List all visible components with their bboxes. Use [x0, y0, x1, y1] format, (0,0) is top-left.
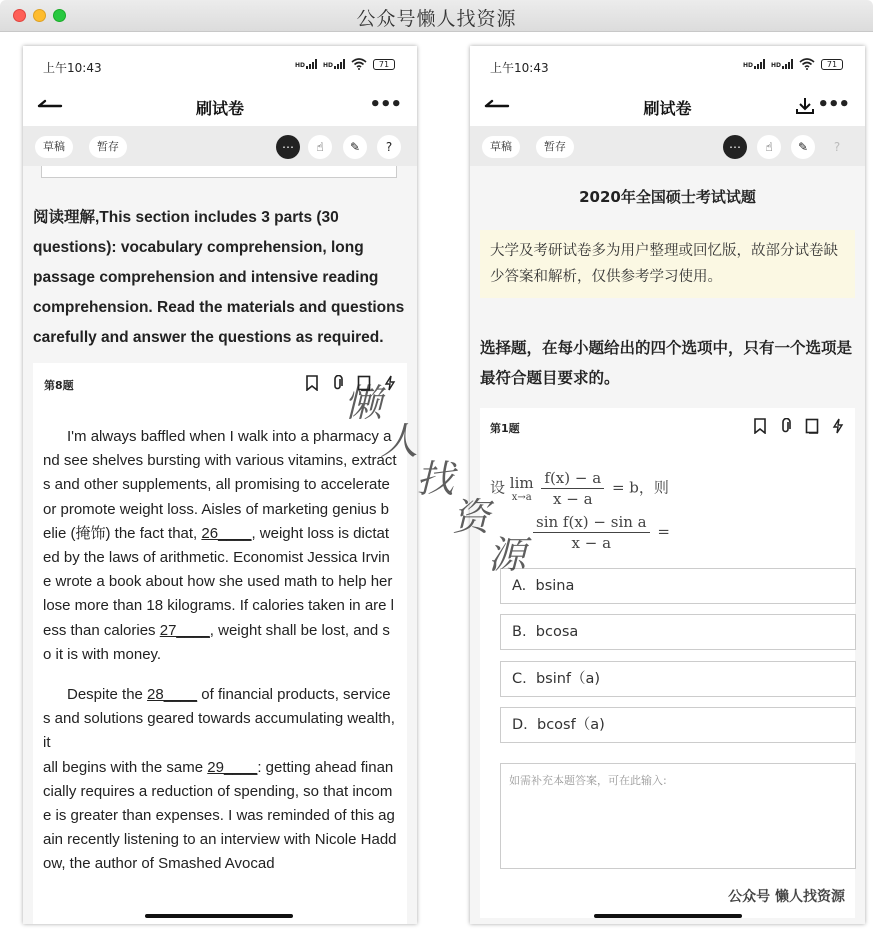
- home-indicator[interactable]: [594, 914, 742, 918]
- status-bar: [23, 46, 417, 86]
- page-title: 刷试卷: [643, 99, 692, 118]
- section-instruction: 选择题，在每小题给出的四个选项中，只有一个选项是最符合题目要求的。: [480, 340, 853, 387]
- disclaimer-notice: 大学及考研试卷多为用户整理或回忆版，故部分试卷缺少答案和解析，仅供参考学习使用。: [480, 230, 855, 298]
- battery-icon: 71: [821, 59, 843, 70]
- passage-text: Despite the: [67, 686, 148, 704]
- blank-27[interactable]: 27____: [159, 621, 210, 639]
- exam-title: 2020年全国硕士考试试题: [579, 188, 756, 206]
- exam-toolbar: [470, 126, 865, 166]
- nav-bar: [23, 86, 417, 126]
- status-icons: [295, 58, 395, 70]
- watermark-char: 懒: [344, 381, 383, 425]
- question-actions: [753, 418, 845, 434]
- home-indicator[interactable]: [145, 914, 293, 918]
- watermark-char: 人: [380, 419, 419, 463]
- window-title: 公众号懒人找资源: [356, 8, 517, 30]
- status-time: 上午10:43: [43, 61, 102, 75]
- pencil-icon[interactable]: ✎: [791, 135, 815, 159]
- footer-watermark: 公众号 懒人找资源: [728, 889, 845, 905]
- option-c[interactable]: C. bsinf（a): [500, 661, 856, 697]
- passage-text: of financial products, services and solutions geared towards accumulating wealth, it: [43, 686, 395, 752]
- pencil-icon[interactable]: ✎: [343, 135, 367, 159]
- previous-answer-box[interactable]: [41, 166, 397, 178]
- nav-bar: [470, 86, 865, 126]
- draft-button[interactable]: 草稿: [35, 136, 73, 158]
- download-icon[interactable]: [795, 96, 815, 116]
- bookmark-icon[interactable]: [753, 418, 767, 434]
- exam-content: [470, 166, 865, 924]
- help-button[interactable]: ?: [833, 140, 841, 154]
- window-title-bar: [0, 0, 873, 32]
- formula-equals: = b，则: [611, 478, 669, 497]
- question-number: 第8题: [44, 379, 74, 392]
- question-formula-line-2: [530, 512, 670, 553]
- more-menu-icon[interactable]: •••: [369, 94, 401, 115]
- lightning-icon[interactable]: [383, 375, 397, 391]
- watermark-char: 资: [452, 495, 491, 539]
- status-time: 上午10:43: [490, 61, 549, 75]
- notebook-icon[interactable]: [805, 418, 819, 434]
- exam-content: [23, 166, 417, 924]
- right-phone-screen: [470, 46, 865, 924]
- question-formula-line-1: [490, 468, 669, 509]
- bookmark-icon[interactable]: [305, 375, 319, 391]
- signal-icon: HD: [323, 59, 345, 69]
- lightning-icon[interactable]: [831, 418, 845, 434]
- wifi-icon: [351, 58, 367, 70]
- help-button[interactable]: ?: [377, 135, 401, 159]
- answer-input[interactable]: 如需补充本题答案，可在此输入:: [500, 763, 856, 869]
- blank-29[interactable]: 29____: [207, 758, 258, 776]
- passage-text: : getting ahead financially requires a reduction of spending, so that income is greater than expenses. I was reminded of this again recently listening to an interview with Nicole Haddow, the author of Smashed Avocad: [43, 758, 397, 873]
- watermark-char: 源: [488, 533, 527, 577]
- blank-28[interactable]: 28____: [147, 686, 198, 704]
- option-b[interactable]: B. bcosa: [500, 614, 856, 650]
- wifi-icon: [799, 58, 815, 70]
- paperclip-icon[interactable]: [779, 418, 793, 434]
- signal-icon: HD: [295, 59, 317, 69]
- exam-toolbar: [23, 126, 417, 166]
- status-icons: [743, 58, 843, 70]
- fraction: $\frac{\text{sin f(x) − sin a}}{x - a}$: [533, 512, 650, 553]
- passage-text: , weight shall be lost, and so it is with money.: [43, 621, 390, 663]
- blank-26[interactable]: 26____: [201, 524, 252, 542]
- watermark-char: 找: [416, 457, 455, 501]
- question-number: 第1题: [490, 422, 520, 435]
- formula-prefix: 设: [490, 478, 506, 497]
- left-phone-screen: [23, 46, 417, 924]
- battery-icon: 71: [373, 59, 395, 70]
- keyboard-icon[interactable]: ⋯: [276, 135, 300, 159]
- section-intro: 阅读理解,This section includes 3 parts (30 questions): vocabulary comprehension, long passage comprehension and intensive reading comprehension. Read the materials and questions carefully and answer the questions as required.: [33, 209, 405, 346]
- status-bar: [470, 46, 865, 86]
- question-card: [480, 408, 855, 918]
- reading-passage: [43, 425, 397, 877]
- limit-operator: lim x→a: [509, 474, 534, 503]
- formula-equals: =: [657, 522, 670, 541]
- page-title: 刷试卷: [195, 99, 244, 118]
- save-temp-button[interactable]: 暂存: [89, 136, 127, 158]
- option-a[interactable]: A. bsina: [500, 568, 856, 604]
- hand-pointer-icon[interactable]: ☝: [308, 135, 332, 159]
- passage-text: , weight loss is dictated by the laws of arithmetic. Economist Jessica Irvine wrote a book about how she used math to help her lose more than 18 kilograms. If calories taken in are less than calories: [43, 524, 394, 639]
- passage-text: all begins with the same: [43, 758, 208, 776]
- save-temp-button[interactable]: 暂存: [536, 136, 574, 158]
- option-d[interactable]: D. bcosf（a): [500, 707, 856, 743]
- paperclip-icon[interactable]: [331, 375, 345, 391]
- signal-icon: HD: [743, 59, 765, 69]
- keyboard-icon[interactable]: ⋯: [723, 135, 747, 159]
- draft-button[interactable]: 草稿: [482, 136, 520, 158]
- passage-text: I'm always baffled when I walk into a pharmacy and see shelves bursting with various vitamins, extracts and other supplements, all promising to accelerate or promote weight loss. Aisles of marketing genius belie (掩饰) the fact that,: [43, 428, 397, 542]
- fraction: $\frac{f(x) - a}{x - a}$: [541, 468, 604, 509]
- signal-icon: HD: [771, 59, 793, 69]
- question-card: [33, 363, 407, 924]
- more-menu-icon[interactable]: •••: [817, 94, 849, 115]
- hand-pointer-icon[interactable]: ☝: [757, 135, 781, 159]
